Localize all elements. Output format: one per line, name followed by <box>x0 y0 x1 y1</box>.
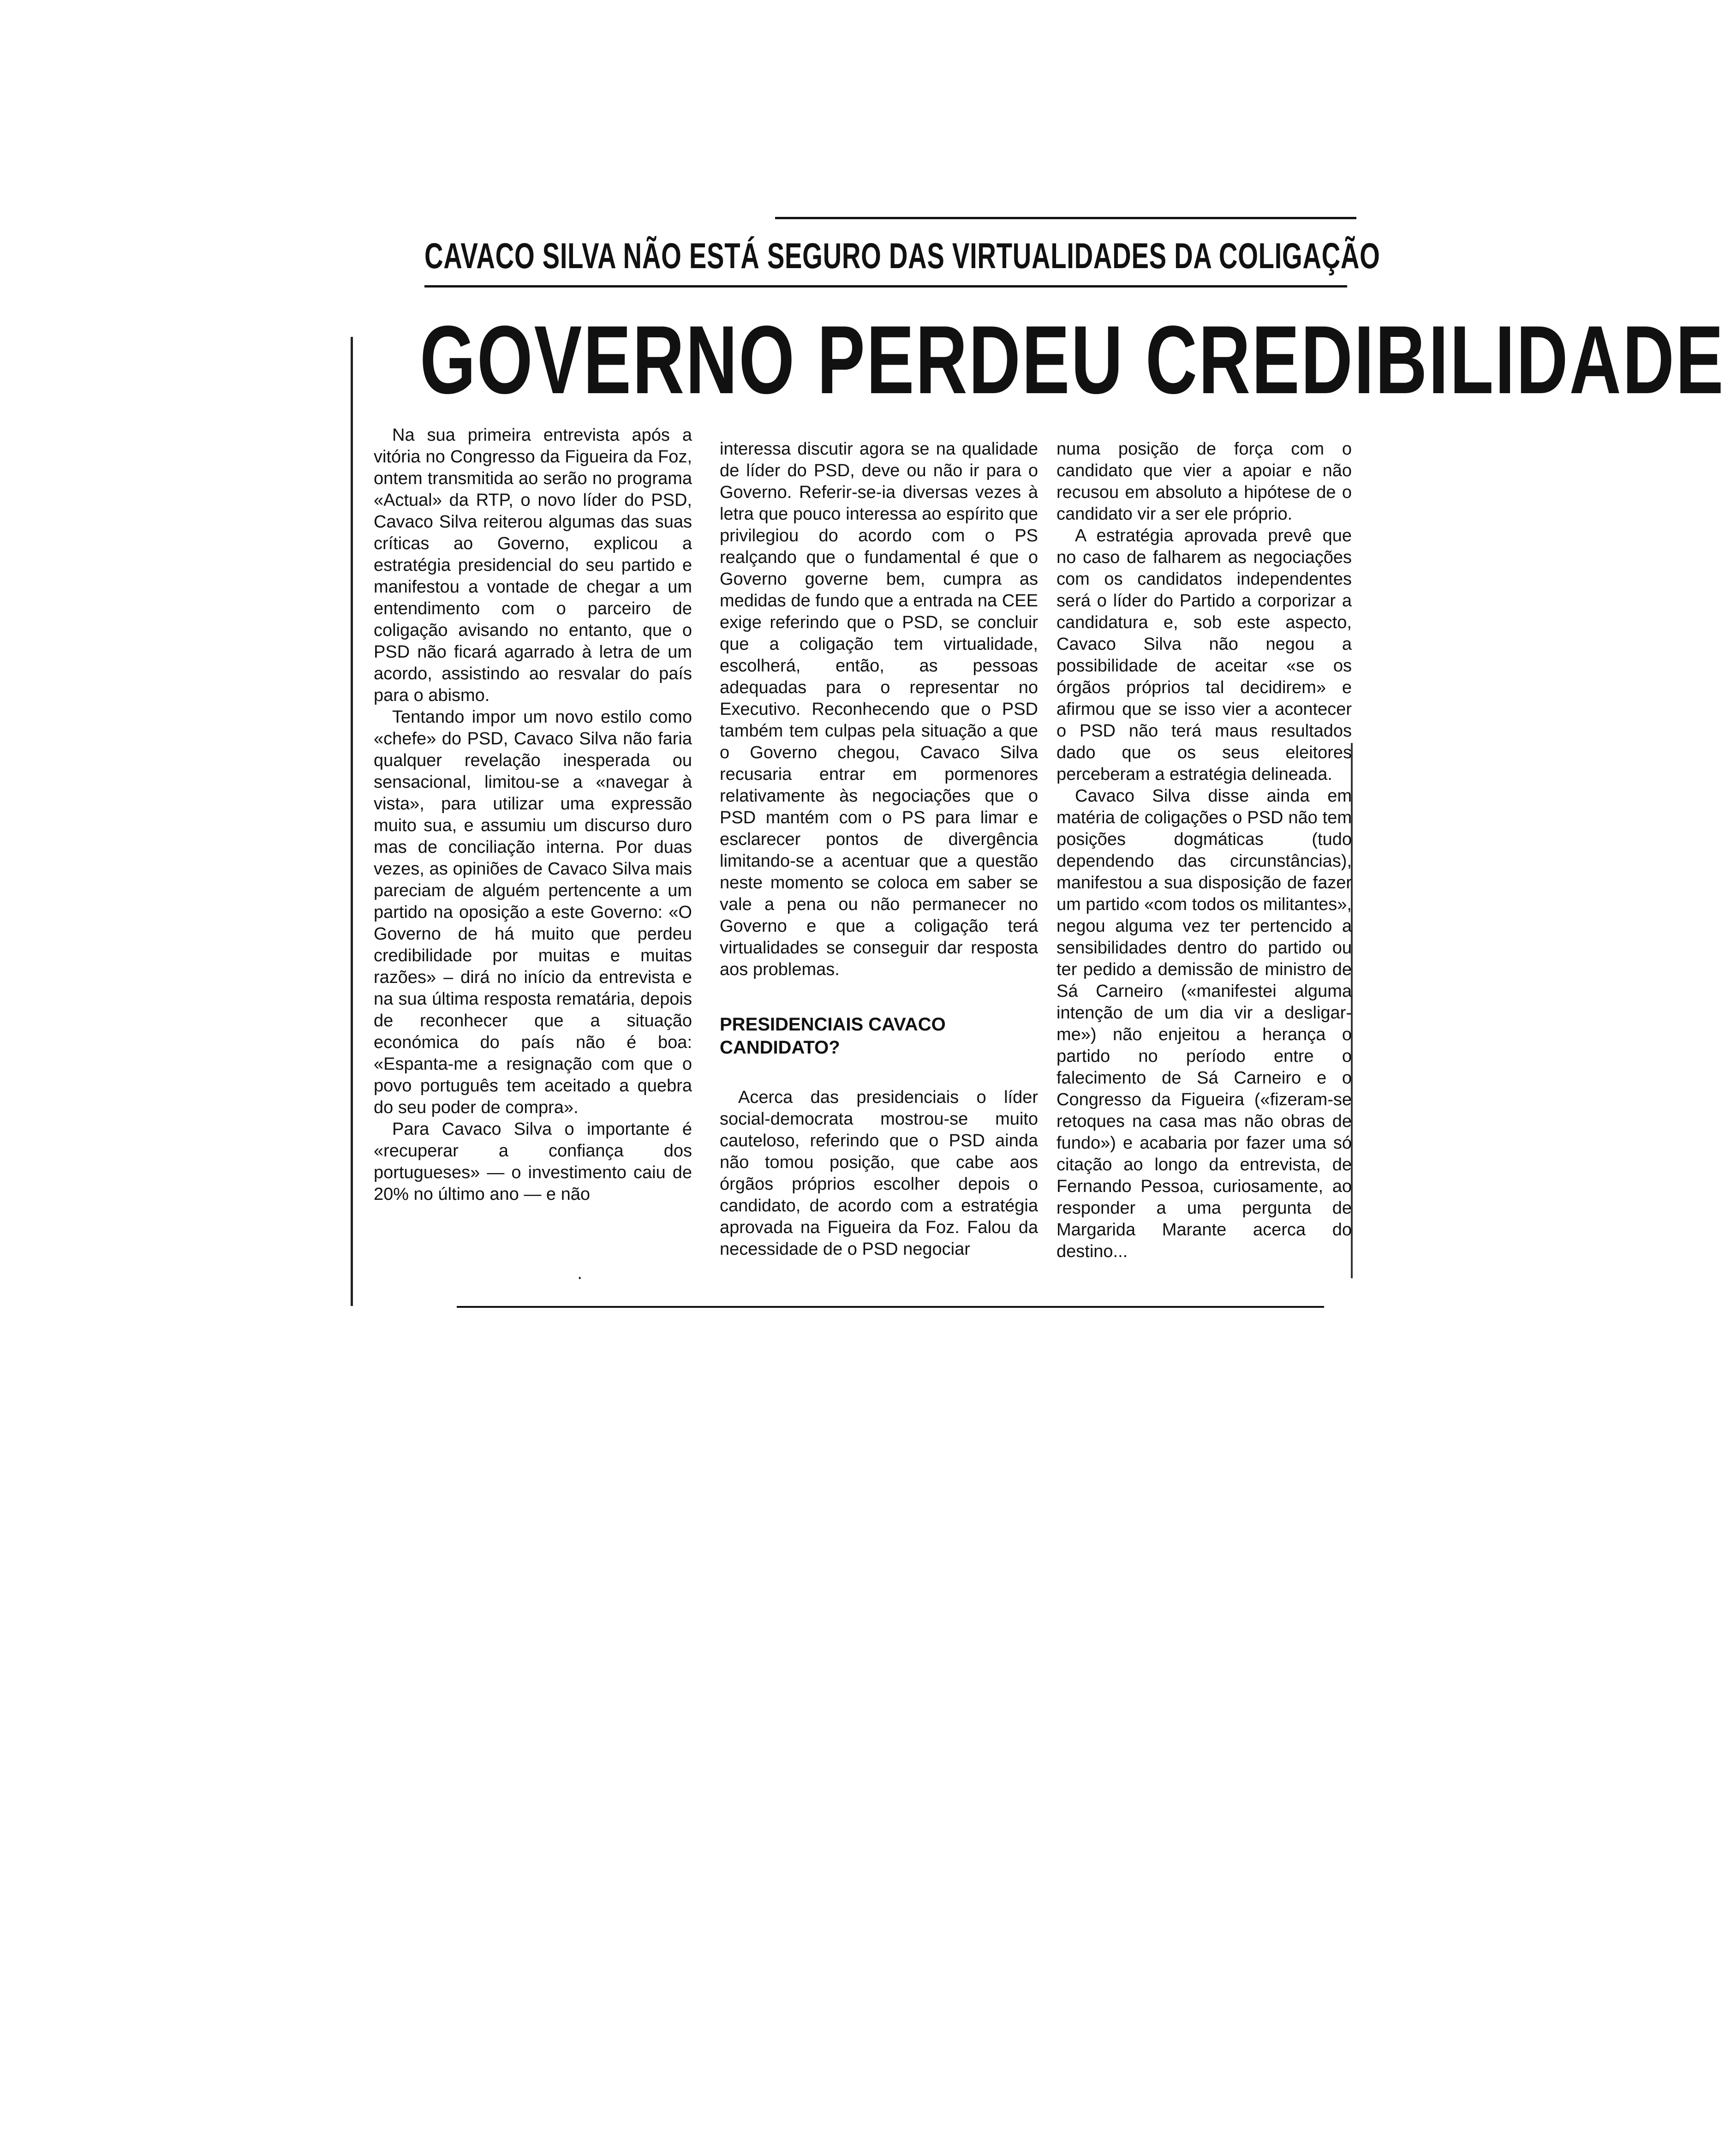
col1-paragraph-3: Para Cavaco Silva o importante é «recuperar a confiança dos portugueses» — o investimento caiu de 20% no último ano — e não <box>374 1120 692 1204</box>
article-headline: GOVERNO PERDEU CREDIBILIDADE <box>420 305 1725 414</box>
section-subhead: PRESIDENCIAIS CAVACO CANDIDATO? <box>720 1014 946 1058</box>
left-margin-bar <box>351 337 353 1306</box>
top-rule <box>775 217 1356 219</box>
col3-paragraph-3: Cavaco Silva disse ainda em matéria de coligações o PSD não tem posições dogmáticas (tudo dependendo das circunstâncias), manifestou a sua disposição de fazer um partido «com todos os militantes», negou alguma vez ter pertencido a sensibilidades dentro do partido ou ter pedido a demissão de ministro de Sá Carneiro («manifestei alguma intenção de um dia vir a desligar-me») não enjeitou a herança o partido no período entre o falecimento de Sá Carneiro e o Congresso da Figueira («fizeram-se retoques na casa mas não obras de fundo») e acabaria por fazer uma só citação ao longo da entrevista, de Fernando Pessoa, curiosamente, ao responder a uma pergunta de Margarida Marante acerca do destino... <box>1056 786 1352 1261</box>
bottom-mark: · <box>577 1267 583 1287</box>
bottom-rule <box>457 1306 1324 1308</box>
col3-paragraph-2: A estratégia aprovada prevê que no caso de falharem as negociações com os candidatos independentes será o líder do Partido a corporizar a candidatura e, sob este aspecto, Cavaco Silva não negou a possibilidade de aceitar «se os órgãos próprios tal decidirem» e afirmou que se isso vier a acontecer o PSD não terá maus resultados dado que os seus eleitores perceberam a estratégia delineada. <box>1056 526 1352 784</box>
article-kicker: CAVACO SILVA NÃO ESTÁ SEGURO DAS VIRTUALIDADES DA COLIGAÇÃO <box>424 235 1380 276</box>
col1-paragraph-1: Na sua primeira entrevista após a vitória no Congresso da Figueira da Foz, ontem transmitida ao serão no programa «Actual» da RTP, o novo líder do PSD, Cavaco Silva reiterou algumas das suas críticas ao Governo, explicou a estratégia presidencial do seu partido e manifestou a vontade de chegar a um entendimento com o parceiro de coligação avisando no entanto, que o PSD não ficará agarrado à letra de um acordo, assistindo ao resvalar do país para o abismo. <box>374 425 692 705</box>
newspaper-clipping <box>351 217 1725 1361</box>
column-3 <box>1056 438 1352 1263</box>
column-1 <box>374 425 692 1205</box>
col1-paragraph-2: Tentando impor um novo estilo como «chefe» do PSD, Cavaco Silva não faria qualquer revelação inesperada ou sensacional, limitou-se a «navegar à vista», para utilizar uma expressão muito sua, e assumiu um discurso duro mas de conciliação interna. Por duas vezes, as opiniões de Cavaco Silva mais pareciam de alguém pertencente a um partido na oposição a este Governo: «O Governo de há muito que perdeu credibilidade por muitas e muitas razões» – dirá no início da entrevista e na sua última resposta rematária, depois de reconhecer que a situação económica do país não é boa: «Espanta-me a resignação com que o povo português tem aceitado a quebra do seu poder de compra». <box>374 707 692 1117</box>
col3-paragraph-1: numa posição de força com o candidato que vier a apoiar e não recusou em absoluto a hipótese de o candidato vir a ser ele próprio. <box>1056 439 1352 524</box>
kicker-rule <box>424 285 1347 287</box>
col2-paragraph-2: Acerca das presidenciais o líder social-democrata mostrou-se muito cauteloso, referindo que o PSD ainda não tomou posição, que cabe aos órgãos próprios escolher depois o candidato, de acordo com a estratégia aprovada na Figueira da Foz. Falou da necessidade de o PSD negociar <box>720 1088 1038 1259</box>
col2-paragraph-1: interessa discutir agora se na qualidade de líder do PSD, deve ou não ir para o Governo. Referir-se-ia diversas vezes à letra que pouco interessa ao espírito que privilegiou do acordo com o PS realçando que o fundamental é que o Governo governe bem, cumpra as medidas de fundo que a entrada na CEE exige referindo que o PSD, se concluir que a coligação tem virtualidade, escolherá, então, as pessoas adequadas para o representar no Executivo. Reconhecendo que o PSD também tem culpas pela situação a que o Governo chegou, Cavaco Silva recusaria entrar em pormenores relativamente às negociações que o PSD mantém com o PS para limar e esclarecer pontos de divergência limitando-se a acentuar que a questão neste momento se coloca em saber se vale a pena ou não permanecer no Governo e que a coligação terá virtualidades se conseguir dar resposta aos problemas. <box>720 439 1038 979</box>
column-2 <box>720 438 1038 1260</box>
